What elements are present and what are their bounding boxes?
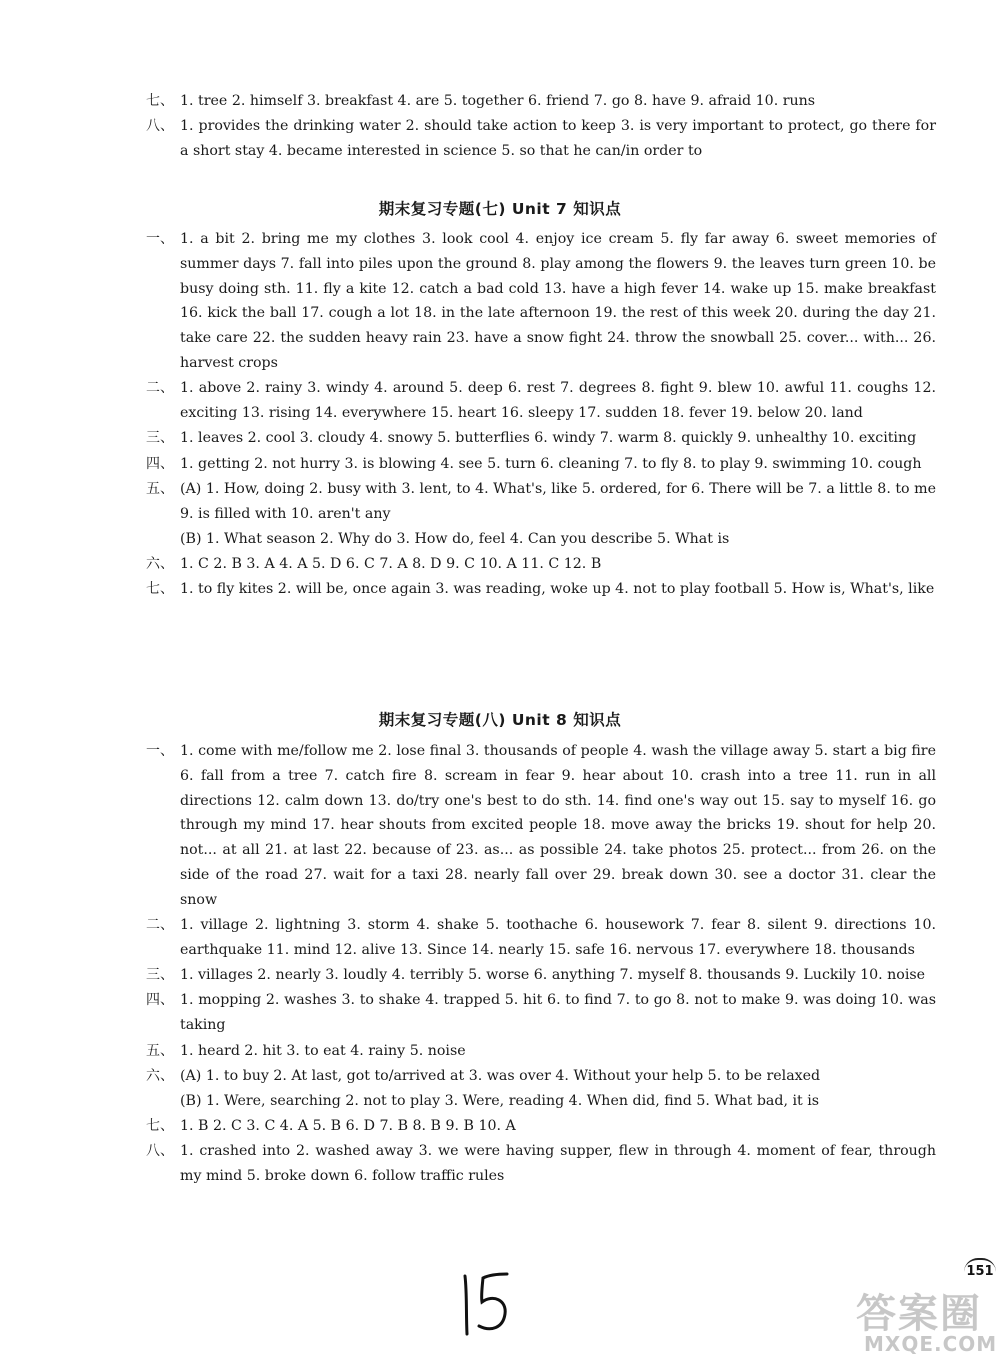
answer-section xyxy=(146,89,936,114)
section-marker: 七、 xyxy=(146,93,174,109)
watermark-stamp xyxy=(846,1280,996,1360)
answer-text: 1. getting 2. not hurry 3. is blowing 4. see 5. turn 6. cleaning 7. to fly 8. to play 9. swimming 10. cough xyxy=(180,455,922,472)
watermark-main: 答案圈 xyxy=(856,1291,982,1337)
watermark-site: MXQE.COM xyxy=(864,1332,998,1356)
section-marker: 六、 xyxy=(146,1067,174,1084)
answer-section xyxy=(146,1114,936,1139)
page-number: 151 xyxy=(964,1258,996,1284)
answer-section xyxy=(146,913,936,963)
section-marker: 二、 xyxy=(146,380,174,397)
answer-section xyxy=(146,452,936,477)
answer-section xyxy=(146,114,936,164)
answer-block-top xyxy=(146,89,936,164)
answer-section xyxy=(146,376,936,426)
answer-section xyxy=(146,739,936,913)
section-marker: 八、 xyxy=(146,118,174,135)
section-heading-unit8: 期末复习专题(八) Unit 8 知识点 xyxy=(378,711,622,729)
answer-text: 1. crashed into 2. washed away 3. we were having supper, flew in through 4. moment of fear, through my mind 5. broke down 6. follow traffic rules xyxy=(180,1143,936,1185)
section-marker: 五、 xyxy=(146,480,174,497)
answer-text: 1. to fly kites 2. will be, once again 3. was reading, woke up 4. not to play football 5. How is, What's, like xyxy=(180,581,935,598)
answer-text: 1. leaves 2. cool 3. cloudy 4. snowy 5. butterflies 6. windy 7. warm 8. quickly 9. unhealthy 10. exciting xyxy=(180,430,917,447)
answer-section xyxy=(146,1064,936,1114)
section-marker: 三、 xyxy=(146,430,174,447)
answer-block-unit8 xyxy=(146,739,936,1189)
section-marker: 八、 xyxy=(146,1143,174,1160)
answer-text: 1. villages 2. nearly 3. loudly 4. terribly 5. worse 6. anything 7. myself 8. thousands 9. Luckily 10. noise xyxy=(180,967,926,984)
answer-text: (A) 1. How, doing 2. busy with 3. lent, to 4. What's, like 5. ordered, for 6. There will be 7. a little 8. to me 9. is filled with 10. aren't any xyxy=(180,480,936,522)
answer-section xyxy=(146,988,936,1038)
answer-section xyxy=(146,577,936,602)
handwritten-number-15 xyxy=(455,1268,515,1338)
answer-text: 1. tree 2. himself 3. breakfast 4. are 5. together 6. friend 7. go 8. have 9. afraid 10. runs xyxy=(180,93,816,109)
section-marker: 七、 xyxy=(146,1117,174,1134)
answer-block-unit7 xyxy=(146,227,936,602)
answer-text: 1. heard 2. hit 3. to eat 4. rainy 5. noise xyxy=(180,1042,466,1059)
section-marker: 一、 xyxy=(146,743,174,759)
answer-section xyxy=(146,477,936,551)
answer-text: 1. C 2. B 3. A 4. A 5. D 6. C 7. A 8. D 9. C 10. A 11. C 12. B xyxy=(180,555,602,572)
answer-text: 1. a bit 2. bring me my clothes 3. look cool 4. enjoy ice cream 5. fly far away 6. sweet memories of summer days 7. fall into piles upon the ground 8. play among the flowers 9. the leaves turn green 10. be busy doing sth. 11. fly a kite 12. catch a bad cold 13. have a high fever 14. wake up 15. make breakfast 16. kick the ball 17. cough a lot 18. in the late afternoon 19. the rest of this week 20. during the day 21. take care 22. the sudden heavy rain 23. have a snow fight 24. throw the snowball 25. cover... with... 26. harvest crops xyxy=(180,231,936,371)
answer-text: 1. mopping 2. washes 3. to shake 4. trapped 5. hit 6. to find 7. to go 8. not to make 9. was doing 10. was taking xyxy=(180,992,936,1034)
section-marker: 三、 xyxy=(146,967,174,984)
answer-text: 1. above 2. rainy 3. windy 4. around 5. deep 6. rest 7. degrees 8. fight 9. blew 10. awful 11. coughs 12. exciting 13. rising 14. everywhere 15. heart 16. sleepy 17. sudden 18. fever 19. below 20. land xyxy=(180,380,936,422)
answer-text: 1. provides the drinking water 2. should take action to keep 3. is very important to protect, go there for a short stay 4. became interested in science 5. so that he can/in order to xyxy=(180,118,936,160)
section-marker: 一、 xyxy=(146,231,174,247)
answer-section xyxy=(146,1139,936,1189)
answer-text: 1. B 2. C 3. C 4. A 5. B 6. D 7. B 8. B 9. B 10. A xyxy=(180,1117,516,1134)
answer-section xyxy=(146,963,936,988)
answer-section xyxy=(146,552,936,577)
answer-text: 1. village 2. lightning 3. storm 4. shake 5. toothache 6. housework 7. fear 8. silent 9. directions 10. earthquake 11. mind 12. alive 13. Since 14. nearly 15. safe 16. nervous 17. everywhere 18. thousands xyxy=(180,917,936,958)
section-marker: 七、 xyxy=(146,581,174,598)
section-marker: 四、 xyxy=(146,992,174,1009)
answer-section xyxy=(146,426,936,451)
answer-section xyxy=(146,1039,936,1064)
section-marker: 六、 xyxy=(146,555,174,572)
answer-text: (A) 1. to buy 2. At last, got to/arrived at 3. was over 4. Without your help 5. to be relaxed xyxy=(180,1067,821,1084)
answer-text: (B) 1. Were, searching 2. not to play 3. Were, reading 4. When did, find 5. What bad, it is xyxy=(180,1092,820,1109)
section-heading-unit7: 期末复习专题(七) Unit 7 知识点 xyxy=(378,200,622,218)
section-marker: 五、 xyxy=(146,1042,174,1059)
answer-text: 1. come with me/follow me 2. lose final 3. thousands of people 4. wash the village away 5. start a big fire 6. fall from a tree 7. catch fire 8. scream in fear 9. hear about 10. crash into a tree 11. run in all directions 12. calm down 13. do/try one's best to do sth. 14. find one's way out 15. say to myself 16. go through my mind 17. hear shouts from excited people 18. move away the bricks 19. shout for help 20. not... at all 21. at last 22. because of 23. as... as possible 24. take photos 25. protect... from 26. on the side of the road 27. wait for a taxi 28. nearly fall over 29. break down 30. see a doctor 31. clear the snow xyxy=(180,743,936,908)
answer-text: (B) 1. What season 2. Why do 3. How do, feel 4. Can you describe 5. What is xyxy=(180,530,730,547)
section-marker: 四、 xyxy=(146,455,174,472)
section-marker: 二、 xyxy=(146,917,174,934)
answer-section xyxy=(146,227,936,376)
